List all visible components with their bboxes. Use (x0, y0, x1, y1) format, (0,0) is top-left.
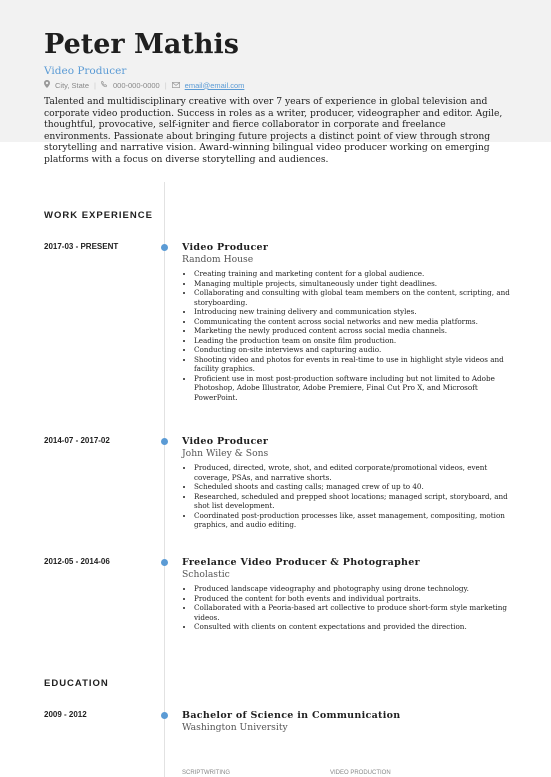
bullet-item: • Leading the production team on onsite film production. (194, 336, 512, 346)
section-title-education: EDUCATION (44, 678, 109, 689)
timeline-dot (161, 712, 168, 719)
phone-text: 000-000-0000 (113, 80, 160, 90)
timeline-dot (161, 244, 168, 251)
candidate-name: Peter Mathis (44, 29, 239, 60)
job-title: Freelance Video Producer & Photographer (182, 557, 420, 568)
section-title-work: WORK EXPERIENCE (44, 210, 153, 221)
school-name: Washington University (182, 722, 288, 733)
employer: John Wiley & Sons (182, 448, 269, 459)
bullet-item: • Shooting video and photos for events in real-time to use in highlight style videos and facility graphics. (194, 355, 512, 374)
bullet-item: • Managing multiple projects, simultaneously under tight deadlines. (194, 279, 512, 289)
job-title: Video Producer (182, 436, 269, 447)
entry-content (182, 557, 512, 632)
location-pin-icon (44, 80, 50, 90)
bullet-item: • Coordinated post-production processes like, asset management, compositing, motion graphics, and audio editing. (194, 511, 512, 530)
job-title: Video Producer (182, 242, 269, 253)
divider: | (164, 80, 167, 90)
entry-content (182, 436, 512, 530)
bullet-item: • Creating training and marketing content for a global audience. (194, 269, 512, 279)
bullet-item: • Produced landscape videography and photography using drone technology. (194, 584, 512, 594)
bullet-item: • Marketing the newly produced content across social media channels. (194, 326, 512, 336)
email-link[interactable]: email@email.com (184, 80, 245, 90)
location-text: City, State (55, 80, 90, 90)
bullet-item: • Introducing new training delivery and communication styles. (194, 307, 512, 317)
employer: Random House (182, 254, 254, 265)
entry-dates: 2009 - 2012 (44, 710, 87, 719)
bullet-item: • Collaborating and consulting with global team members on the content, scripting, and storyboarding. (194, 288, 512, 307)
candidate-title: Video Producer (44, 65, 127, 77)
bullet-item: • Researched, scheduled and prepped shoot locations; managed script, storyboard, and shot list development. (194, 492, 512, 511)
bullet-item: • Collaborated with a Peoria-based art collective to produce short-form style marketing videos. (194, 603, 512, 622)
divider: | (94, 80, 96, 90)
bullet-item: • Consulted with clients on content expectations and provided the direction. (194, 622, 512, 632)
entry-content (182, 242, 512, 402)
summary-paragraph: Talented and multidisciplinary creative with over 7 years of experience in global television and corporate video production. Success in roles as a writer, producer, videographer and editor. Agile, thoughtful, provocative, self-igniter and fierce collaborator in corporate and freelance environments. Passionate about bringing future projects a distinct point of view through strong storytelling and narrative vision. Award-winning bilingual video producer working on emerging platforms with a focus on diverse storytelling and audiences. (44, 96, 503, 165)
skill-label: VIDEO PRODUCTION (330, 770, 391, 776)
entry-dates: 2017-03 - PRESENT (44, 242, 119, 251)
bullet-list (182, 463, 512, 530)
bullet-item: • Produced the content for both events and individual portraits. (194, 594, 512, 604)
bullet-item: • Conducting on-site interviews and capturing audio. (194, 345, 512, 355)
timeline-line (164, 182, 165, 777)
bullet-list (182, 269, 512, 402)
timeline-dot (161, 438, 168, 445)
degree-title: Bachelor of Science in Communication (182, 710, 401, 721)
bullet-item: • Proficient use in most post-production software including but not limited to Adobe Photoshop, Adobe Illustrator, Adobe Premiere, Final Cut Pro X, and Microsoft PowerPoint. (194, 374, 512, 403)
entry-dates: 2012-05 - 2014-06 (44, 557, 110, 566)
entry-dates: 2014-07 - 2017-02 (44, 436, 110, 445)
timeline-dot (161, 559, 168, 566)
bullet-item: • Produced, directed, wrote, shot, and edited corporate/promotional videos, event coverage, PSAs, and narrative shorts. (194, 463, 512, 482)
phone-icon (101, 81, 108, 90)
skills-peek (182, 770, 391, 776)
skill-label: SCRIPTWRITING (182, 770, 230, 776)
bullet-item: • Communicating the content across social networks and new media platforms. (194, 317, 512, 327)
entry-content (182, 710, 512, 733)
bullet-item: • Scheduled shoots and casting calls; managed crew of up to 40. (194, 482, 512, 492)
employer: Scholastic (182, 569, 230, 580)
bullet-list (182, 584, 512, 632)
resume-header (0, 0, 551, 165)
email-icon (172, 81, 180, 90)
contact-row (44, 80, 507, 90)
